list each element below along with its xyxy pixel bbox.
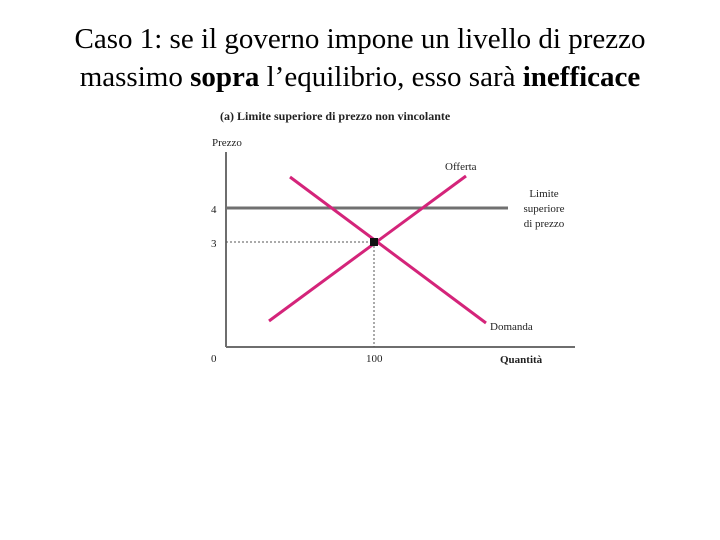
ceiling-label-line-1: Limite [529,188,559,200]
ceiling-label-line-3: di prezzo [523,218,565,230]
y-tick-3: 3 [211,238,217,250]
panel-title: (a) Limite superiore di prezzo non vincolante [220,109,451,123]
equilibrium-point [370,238,378,246]
supply-curve [269,176,466,321]
title-text-a: massimo [79,61,191,93]
supply-label: Offerta [445,161,477,173]
demand-label: Domanda [490,321,533,333]
y-tick-4: 4 [211,204,217,216]
title-emphasis-sopra: sopra [190,61,260,93]
demand-curve [290,177,486,323]
title-emphasis-inefficace: inefficace [522,61,641,93]
ceiling-label-line-2: superiore [523,203,565,215]
x-axis-label: Quantità [500,354,543,366]
y-axis-label: Prezzo [212,137,242,149]
title-text-c: l’equilibrio, esso sarà [259,61,523,93]
origin-tick-0: 0 [211,353,217,365]
x-tick-100: 100 [366,353,383,365]
title-line-1: Caso 1: se il governo impone un livello di prezzo [74,23,646,55]
